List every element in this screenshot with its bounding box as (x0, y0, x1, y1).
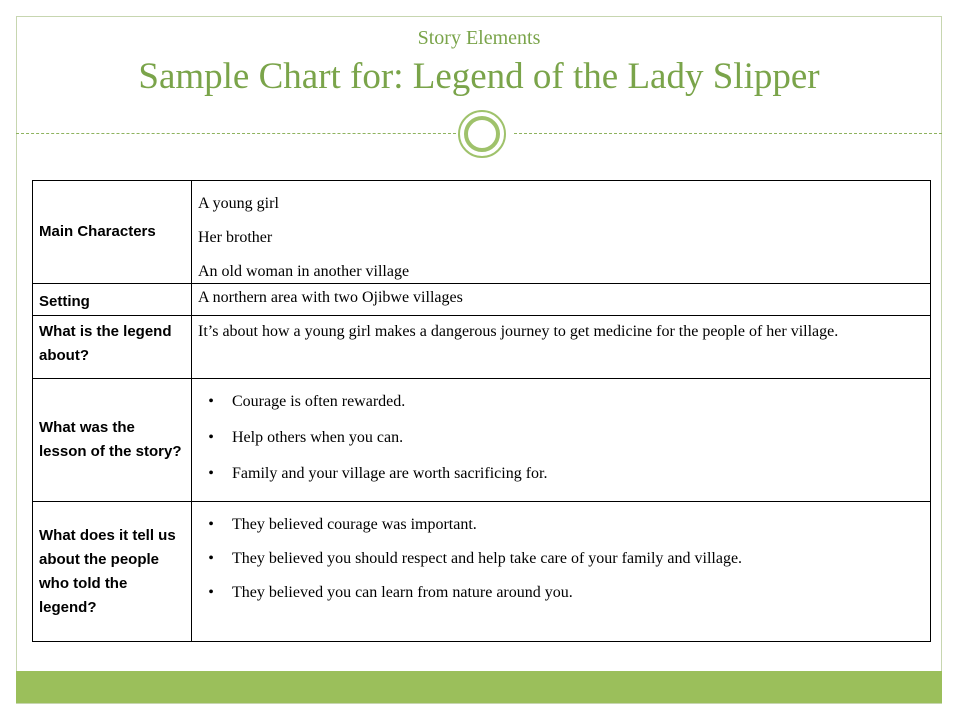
row-label-cell (33, 316, 192, 379)
row-label: What is the legend about? (39, 323, 172, 364)
lesson-list-item (198, 463, 924, 485)
row-label: What does it tell us about the people who told the legend? (39, 526, 176, 616)
lesson-text: Courage is often rewarded. (232, 393, 406, 410)
lesson-text: Help others when you can. (232, 429, 404, 446)
bullet-icon: • (208, 393, 214, 410)
title-divider-left (16, 133, 456, 134)
row-content-cell (192, 502, 931, 642)
row-label: Main Characters (39, 223, 156, 240)
setting-text: A northern area with two Ojibwe villages (198, 289, 463, 306)
belief-list-item (198, 514, 924, 536)
row-label-cell (33, 181, 192, 284)
table-row (33, 181, 931, 284)
character-line: A young girl (198, 195, 279, 212)
legend-summary-text: It’s about how a young girl makes a dangerous journey to get medicine for the people of her village. (198, 323, 839, 340)
footer-accent-bar (16, 671, 942, 703)
slide-title: Sample Chart for: Legend of the Lady Slipper (138, 56, 820, 97)
title-divider-right (514, 133, 942, 134)
table-row (33, 379, 931, 502)
table-row (33, 502, 931, 642)
row-label: What was the lesson of the story? (39, 419, 182, 460)
belief-text: They believed courage was important. (232, 516, 477, 533)
row-content-cell (192, 284, 931, 316)
table-row (33, 316, 931, 379)
row-label-cell (33, 284, 192, 316)
character-line: An old woman in another village (198, 263, 410, 280)
table-row (33, 284, 931, 316)
belief-list-item (198, 582, 924, 604)
belief-list-item (198, 548, 924, 570)
lesson-list-item (198, 427, 924, 449)
ornament-inner-ring (464, 116, 500, 152)
lesson-list-item (198, 391, 924, 413)
bullet-icon: • (208, 516, 214, 533)
bullet-icon: • (208, 584, 214, 601)
character-line: Her brother (198, 229, 273, 246)
slide-subtitle: Story Elements (417, 27, 541, 49)
row-content-cell (192, 379, 931, 502)
belief-text: They believed you can learn from nature around you. (232, 584, 573, 601)
lesson-text: Family and your village are worth sacrificing for. (232, 465, 548, 482)
row-content-cell (192, 316, 931, 379)
row-content-cell (192, 181, 931, 284)
bullet-icon: • (208, 550, 214, 567)
double-circle-ornament-icon (458, 110, 506, 158)
story-elements-table (32, 180, 931, 642)
bullet-icon: • (208, 465, 214, 482)
row-label-cell (33, 379, 192, 502)
belief-text: They believed you should respect and help take care of your family and village. (232, 550, 743, 567)
row-label-cell (33, 502, 192, 642)
row-label: Setting (39, 293, 90, 310)
bullet-icon: • (208, 429, 214, 446)
